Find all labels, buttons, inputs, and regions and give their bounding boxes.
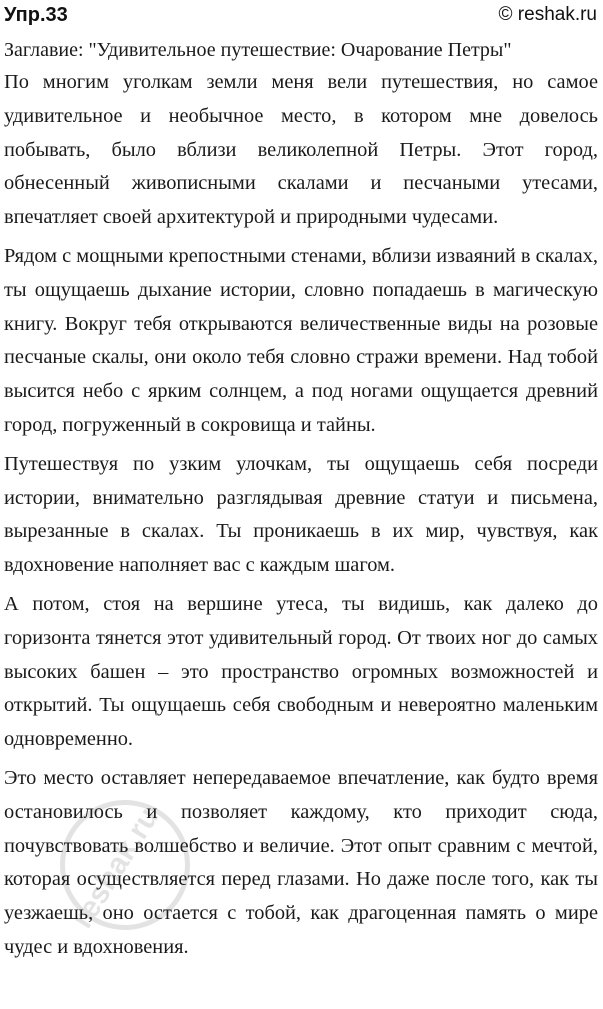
site-copyright: © reshak.ru: [498, 4, 597, 25]
paragraph-1: По многим уголкам земли меня вели путешествия, но самое удивительное и необычное место, в котором мне довелось побывать, было вблизи великолепной Петры. Этот город, обнесенный живописными скалами и песчаными утесами, впечатляет своей архитектурой и природными чудесами.: [4, 71, 598, 229]
paragraph-4: А потом, стоя на вершине утеса, ты видишь, как далеко до горизонта тянется этот удивительный город. От твоих ног до самых высоких башен – это пространство огромных возможностей и открытий. Ты ощущаешь себя свободным и невероятно маленьким одновременно.: [4, 592, 598, 751]
exercise-number: Упр.33: [4, 4, 68, 26]
essay-title: Заглавие: "Удивительное путешествие: Очарование Петры": [4, 39, 512, 61]
watermark-text: reshak.ru: [65, 801, 166, 934]
page-header: [0, 0, 603, 34]
paragraph-3: Путешествуя по узким улочкам, ты ощущаешь себя посреди истории, внимательно разглядывая древние статуи и письмена, вырезанные в скалах. Ты проникаешь в их мир, чувствуя, как вдохновение наполняет вас с каждым шагом.: [4, 452, 598, 577]
paragraph-5: Это место оставляет непередаваемое впечатление, как будто время остановилось и позволяет каждому, кто приходит сюда, почувствовать волшебство и величие. Этот опыт сравним с мечтой, которая осуществляется перед глазами. Но даже после того, как ты уезжаешь, оно остается с тобой, как драгоценная память о мире чудес и вдохновения.: [4, 766, 598, 958]
paragraph-2: Рядом с мощными крепостными стенами, вблизи изваяний в скалах, ты ощущаешь дыхание истории, словно попадаешь в магическую книгу. Вокруг тебя открываются величественные виды на розовые песчаные скалы, они около тебя словно стражи времени. Над тобой высится небо с ярким солнцем, а под ногами ощущается древний город, погруженный в сокровища и тайны.: [4, 244, 598, 436]
